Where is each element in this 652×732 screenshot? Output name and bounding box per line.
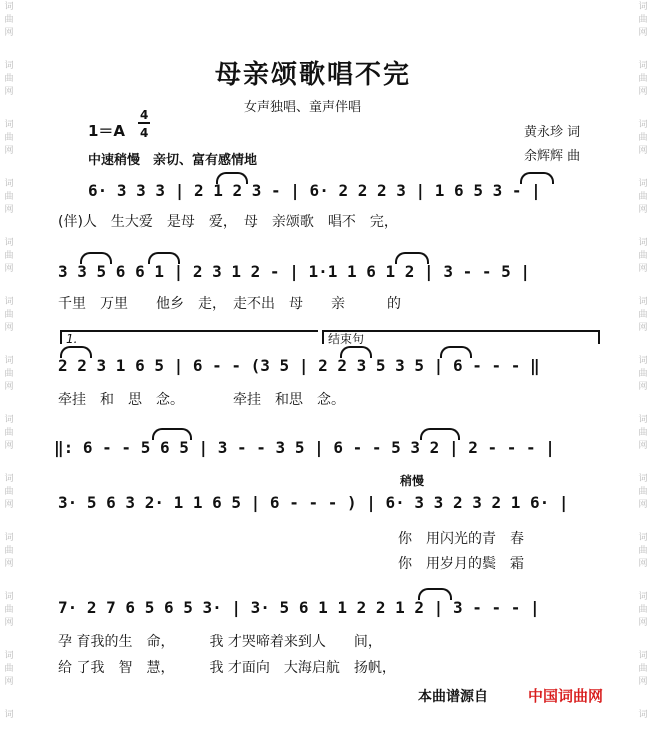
- watermark-glyph: 词: [638, 238, 648, 248]
- watermark-glyph: 曲: [4, 310, 14, 320]
- watermark-glyph: 曲: [4, 251, 14, 261]
- watermark-glyph: 词: [638, 2, 648, 12]
- watermark-glyph: 曲: [638, 664, 648, 674]
- watermark-glyph: 曲: [4, 428, 14, 438]
- watermark-glyph: 词: [638, 120, 648, 130]
- notation-line-1: 6· 3 3 3 | 2 1 2 3 - | 6· 2 2 2 3 | 1 6 5 3 - |: [88, 180, 541, 200]
- watermark-glyph: 词: [4, 2, 14, 12]
- slur-mark: [440, 346, 472, 358]
- watermark-glyph: 曲: [638, 74, 648, 84]
- watermark-glyph: 网: [4, 264, 14, 274]
- watermark-glyph: 网: [4, 28, 14, 38]
- watermark-glyph: 词: [4, 238, 14, 248]
- watermark-glyph: 词: [638, 415, 648, 425]
- watermark-glyph: 曲: [638, 546, 648, 556]
- watermark-glyph: 词: [638, 533, 648, 543]
- watermark-glyph: 词: [4, 61, 14, 71]
- slur-mark: [340, 346, 372, 358]
- watermark-glyph: 网: [638, 677, 648, 687]
- watermark-glyph: 曲: [4, 605, 14, 615]
- first-ending-left-edge: [60, 330, 62, 344]
- watermark-glyph: 曲: [4, 664, 14, 674]
- source-brand[interactable]: 中国词曲网: [528, 687, 604, 705]
- watermark-glyph: 网: [638, 87, 648, 97]
- slur-mark: [80, 252, 112, 264]
- watermark-glyph: 曲: [4, 487, 14, 497]
- watermark-glyph: 词: [4, 297, 14, 307]
- watermark-glyph: 词: [638, 179, 648, 189]
- slur-mark: [395, 252, 429, 264]
- first-ending-bracket: [60, 330, 318, 332]
- watermark-glyph: 网: [4, 382, 14, 392]
- watermark-right: [636, 0, 650, 732]
- watermark-glyph: 词: [638, 592, 648, 602]
- watermark-glyph: 词: [4, 651, 14, 661]
- lyric-line-3: 牵挂 和 思 念。 牵挂 和思 念。: [58, 392, 345, 408]
- watermark-glyph: 网: [638, 559, 648, 569]
- watermark-glyph: 网: [4, 87, 14, 97]
- source-label: 本曲谱源自: [418, 689, 488, 705]
- key-signature: 1＝A: [88, 122, 126, 140]
- watermark-glyph: 词: [4, 120, 14, 130]
- lyric-line-5a: 你 用闪光的青 春: [398, 531, 524, 547]
- watermark-glyph: 网: [638, 382, 648, 392]
- lyric-line-6a: 孕 育我的生 命， 我 才哭啼着来到人 间，: [58, 634, 382, 650]
- triplet-mark: [152, 428, 192, 440]
- score-subtitle: 女声独唱、童声伴唱: [244, 100, 362, 115]
- tempo-marking: 中速稍慢 亲切、富有感情地: [88, 153, 258, 168]
- watermark-glyph: 网: [638, 264, 648, 274]
- lyricist-credit: 黄永珍 词: [524, 125, 581, 140]
- time-signature-line: [138, 122, 150, 124]
- watermark-glyph: 曲: [638, 15, 648, 25]
- watermark-glyph: 网: [638, 146, 648, 156]
- watermark-glyph: 曲: [4, 546, 14, 556]
- composer-credit: 余辉辉 曲: [524, 149, 581, 164]
- watermark-glyph: 网: [638, 323, 648, 333]
- time-signature-top: 4: [140, 108, 149, 122]
- watermark-glyph: 曲: [638, 605, 648, 615]
- watermark-glyph: 曲: [638, 192, 648, 202]
- watermark-glyph: 曲: [638, 428, 648, 438]
- slur-mark: [520, 172, 554, 184]
- notation-line-3: 2 2 3 1 6 5 | 6 - - (3 5 | 2 2 3 5 3 5 | 6 - - - ‖: [58, 355, 540, 375]
- notation-line-5: 3· 5 6 3 2· 1 1 6 5 | 6 - - - ) | 6· 3 3 2 3 2 1 6· |: [58, 492, 569, 512]
- slur-mark: [148, 252, 180, 264]
- watermark-glyph: 词: [638, 474, 648, 484]
- score-title: 母亲颂歌唱不完: [215, 60, 412, 90]
- watermark-glyph: 曲: [4, 133, 14, 143]
- lyric-line-6b: 给 了我 智 慧， 我 才面向 大海启航 扬帆，: [58, 660, 396, 676]
- watermark-glyph: 词: [638, 297, 648, 307]
- watermark-glyph: 词: [638, 61, 648, 71]
- watermark-glyph: 词: [4, 592, 14, 602]
- watermark-glyph: 网: [4, 500, 14, 510]
- coda-label: 结束句: [328, 332, 365, 346]
- watermark-glyph: 词: [4, 179, 14, 189]
- watermark-left: [2, 0, 16, 732]
- watermark-glyph: 曲: [638, 487, 648, 497]
- watermark-glyph: 词: [638, 651, 648, 661]
- watermark-glyph: 词: [638, 710, 648, 720]
- watermark-glyph: 词: [4, 474, 14, 484]
- slur-mark: [60, 346, 92, 358]
- watermark-glyph: 网: [4, 559, 14, 569]
- time-signature-bottom: 4: [140, 126, 149, 140]
- watermark-glyph: 曲: [638, 133, 648, 143]
- triplet-mark: [420, 428, 460, 440]
- watermark-glyph: 网: [4, 323, 14, 333]
- watermark-glyph: 曲: [4, 369, 14, 379]
- watermark-glyph: 曲: [638, 251, 648, 261]
- coda-right-edge: [598, 330, 600, 344]
- watermark-glyph: 网: [638, 618, 648, 628]
- watermark-glyph: 网: [638, 205, 648, 215]
- watermark-glyph: 词: [4, 356, 14, 366]
- watermark-glyph: 网: [638, 28, 648, 38]
- lyric-line-2: 千里 万里 他乡 走， 走不出 母 亲 的: [58, 296, 401, 312]
- watermark-glyph: 网: [4, 205, 14, 215]
- lyric-line-5b: 你 用岁月的鬓 霜: [398, 556, 524, 572]
- watermark-glyph: 网: [4, 618, 14, 628]
- lyric-line-1: (伴)人 生大爱 是母 爱， 母 亲颂歌 唱不 完，: [58, 214, 398, 230]
- notation-line-2: 3 3 5 6 6 1 | 2 3 1 2 - | 1·1 1 6 1 2 | 3 - - 5 |: [58, 261, 531, 281]
- slur-mark: [216, 172, 248, 184]
- watermark-glyph: 曲: [4, 15, 14, 25]
- watermark-glyph: 网: [638, 441, 648, 451]
- coda-left-edge: [322, 330, 324, 344]
- watermark-glyph: 曲: [4, 192, 14, 202]
- watermark-glyph: 曲: [638, 310, 648, 320]
- watermark-glyph: 词: [4, 710, 14, 720]
- watermark-glyph: 词: [638, 356, 648, 366]
- watermark-glyph: 网: [4, 146, 14, 156]
- watermark-glyph: 词: [4, 415, 14, 425]
- watermark-glyph: 曲: [638, 369, 648, 379]
- first-ending-label: 1.: [66, 332, 78, 346]
- watermark-glyph: 网: [4, 441, 14, 451]
- notation-line-6: 7· 2 7 6 5 6 5 3· | 3· 5 6 1 1 2 2 1 2 | 3 - - - |: [58, 597, 540, 617]
- tempo-change-mark: 稍慢: [400, 474, 425, 488]
- watermark-glyph: 曲: [4, 74, 14, 84]
- watermark-glyph: 网: [638, 500, 648, 510]
- slur-mark: [418, 588, 452, 600]
- watermark-glyph: 词: [4, 533, 14, 543]
- watermark-glyph: 网: [4, 677, 14, 687]
- notation-line-4: ‖: 6 - - 5 6 5 | 3 - - 3 5 | 6 - - 5 3 2 | 2 - - - |: [54, 437, 555, 457]
